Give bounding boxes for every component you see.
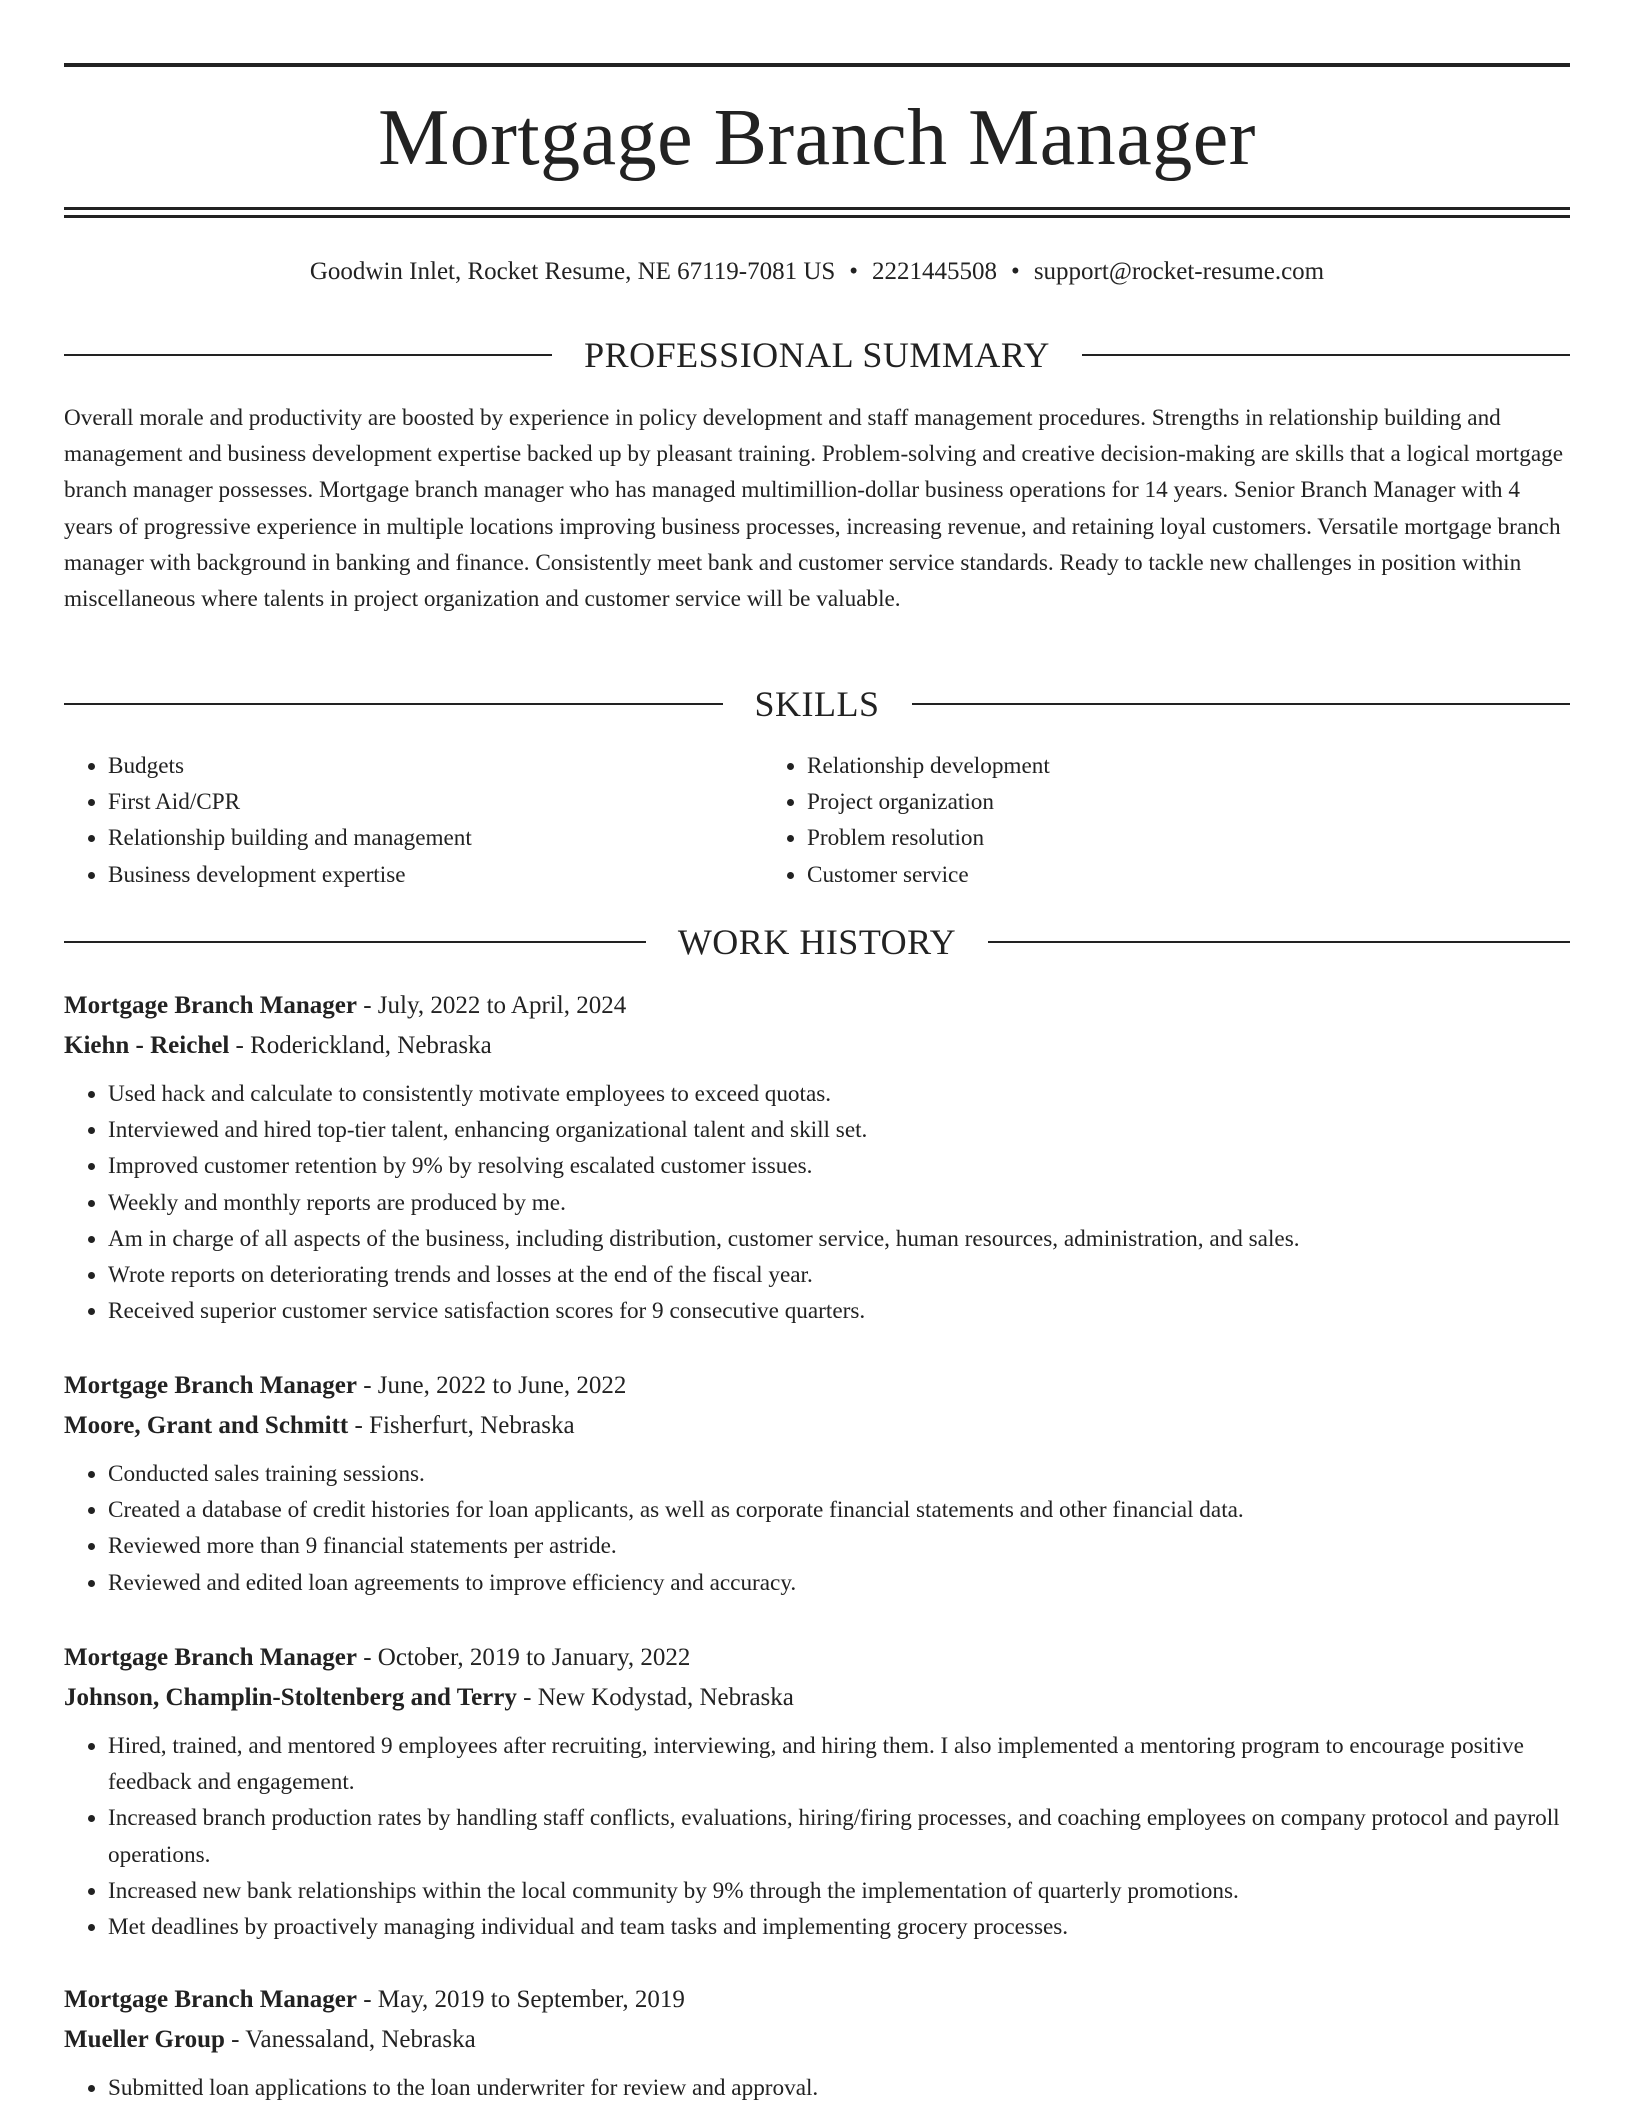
job-role: Mortgage Branch Manager <box>64 992 357 1019</box>
work-section-heading <box>64 920 1570 964</box>
skill-item: • Budgets <box>108 748 763 784</box>
job-bullet: • Received superior customer service satisfaction scores for 9 consecutive quarters. <box>108 1293 1570 1329</box>
job-company: Johnson, Champlin-Stoltenberg and Terry <box>64 1684 517 1711</box>
skill-item: • Relationship development <box>807 748 1462 784</box>
job-bullets <box>64 1456 1570 1601</box>
job-entry <box>64 1980 1570 2106</box>
job-bullets <box>64 1728 1570 1945</box>
job-role: Mortgage Branch Manager <box>64 1986 357 2013</box>
contact-separator: • <box>849 258 859 285</box>
job-bullet: • Created a database of credit histories for loan applicants, as well as corporate financial statements and other financial data. <box>108 1492 1570 1528</box>
contact-email: support@rocket-resume.com <box>1033 258 1325 285</box>
skills-list <box>64 748 1570 893</box>
top-rule <box>64 63 1570 67</box>
skills-heading: SKILLS <box>754 684 880 724</box>
skill-item: • Customer service <box>807 857 1462 893</box>
job-bullet: • Improved customer retention by 9% by resolving escalated customer issues. <box>108 1148 1570 1184</box>
job-title-line <box>64 1638 1570 1678</box>
resume-title: Mortgage Branch Manager <box>378 94 1256 182</box>
contact-separator: • <box>1011 258 1020 285</box>
skill-item: • Project organization <box>807 784 1462 820</box>
job-bullets <box>64 1076 1570 1329</box>
job-bullet: • Increased branch production rates by handling staff conflicts, evaluations, hiring/firing processes, and coaching employees on company protocol and payroll operations. <box>108 1800 1570 1872</box>
job-company-line <box>64 1026 1570 1066</box>
skills-column-right <box>763 748 1462 893</box>
job-dates: - June, 2022 to June, 2022 <box>363 1372 627 1399</box>
job-entry <box>64 986 1570 1329</box>
job-bullet: • Met deadlines by proactively managing individual and team tasks and implementing grocery processes. <box>108 1909 1570 1945</box>
contact-phone: 2221445508 <box>872 258 998 285</box>
job-company: Kiehn - Reichel <box>64 1032 230 1059</box>
work-heading: WORK HISTORY <box>677 922 957 962</box>
job-entry <box>64 1638 1570 1945</box>
job-dates: - May, 2019 to September, 2019 <box>363 1986 685 2013</box>
job-company-line <box>64 1678 1570 1718</box>
title-rule-lower <box>64 215 1570 218</box>
job-bullet: • Conducted sales training sessions. <box>108 1456 1570 1492</box>
heading-rule-left <box>64 703 723 705</box>
job-company: Mueller Group <box>64 2026 225 2053</box>
job-role: Mortgage Branch Manager <box>64 1644 357 1671</box>
contact-address: Goodwin Inlet, Rocket Resume, NE 67119-7081 US <box>309 258 836 285</box>
job-location: - Fisherfurt, Nebraska <box>354 1412 575 1439</box>
job-title-line <box>64 986 1570 1026</box>
job-bullet: • Used hack and calculate to consistently motivate employees to exceed quotas. <box>108 1076 1570 1112</box>
job-dates: - July, 2022 to April, 2024 <box>363 992 627 1019</box>
skill-item: • First Aid/CPR <box>108 784 763 820</box>
heading-rule-left <box>64 941 646 943</box>
job-entry <box>64 1366 1570 1601</box>
job-dates: - October, 2019 to January, 2022 <box>363 1644 691 1671</box>
summary-text: Overall morale and productivity are boosted by experience in policy development and staff management procedures. Strengths in relationship building and management and business development expertise backed up by pleasant training. Problem-solving and creative decision-making are skills that a logical mortgage branch manager possesses. Mortgage branch manager who has managed multimillion-dollar business operations for 14 years. Senior Branch Manager with 4 years of progressive experience in multiple locations improving business processes, increasing revenue, and retaining loyal customers. Versatile mortgage branch manager with background in banking and finance. Consistently meet bank and customer service standards. Ready to tackle new challenges in position within miscellaneous where talents in project organization and customer service will be valuable. <box>64 405 1564 613</box>
heading-rule-left <box>64 354 552 356</box>
job-bullet: • Reviewed more than 9 financial statements per astride. <box>108 1528 1570 1564</box>
skills-column-left <box>64 748 763 893</box>
job-bullet: • Increased new bank relationships within the local community by 9% through the implementation of quarterly promotions. <box>108 1873 1570 1909</box>
job-bullet: • Hired, trained, and mentored 9 employees after recruiting, interviewing, and hiring them. I also implemented a mentoring program to encourage positive feedback and engagement. <box>108 1728 1570 1800</box>
skill-item: • Relationship building and management <box>108 820 763 856</box>
title-rule-upper <box>64 207 1570 210</box>
job-company-line <box>64 2020 1570 2060</box>
summary-heading: PROFESSIONAL SUMMARY <box>584 335 1050 375</box>
job-company-line <box>64 1406 1570 1446</box>
heading-rule-right <box>912 703 1571 705</box>
job-bullet: • Am in charge of all aspects of the business, including distribution, customer service, human resources, administration, and sales. <box>108 1221 1570 1257</box>
job-location: - Roderickland, Nebraska <box>235 1032 492 1059</box>
heading-rule-right <box>1082 354 1570 356</box>
job-bullet: • Wrote reports on deteriorating trends and losses at the end of the fiscal year. <box>108 1257 1570 1293</box>
summary-section-heading <box>64 333 1570 377</box>
contact-line <box>64 254 1570 290</box>
skill-item: • Business development expertise <box>108 857 763 893</box>
job-bullet: • Reviewed and edited loan agreements to improve efficiency and accuracy. <box>108 1565 1570 1601</box>
job-location: - New Kodystad, Nebraska <box>523 1684 794 1711</box>
job-bullet: • Submitted loan applications to the loan underwriter for review and approval. <box>108 2070 1570 2106</box>
job-bullet: • Weekly and monthly reports are produced by me. <box>108 1185 1570 1221</box>
job-role: Mortgage Branch Manager <box>64 1372 357 1399</box>
job-bullets <box>64 2070 1570 2106</box>
job-location: - Vanessaland, Nebraska <box>231 2026 476 2053</box>
heading-rule-right <box>988 941 1570 943</box>
skill-item: • Problem resolution <box>807 820 1462 856</box>
job-title-line <box>64 1366 1570 1406</box>
skills-section-heading <box>64 682 1570 726</box>
job-bullet: • Interviewed and hired top-tier talent, enhancing organizational talent and skill set. <box>108 1112 1570 1148</box>
job-company: Moore, Grant and Schmitt <box>64 1412 349 1439</box>
job-title-line <box>64 1980 1570 2020</box>
